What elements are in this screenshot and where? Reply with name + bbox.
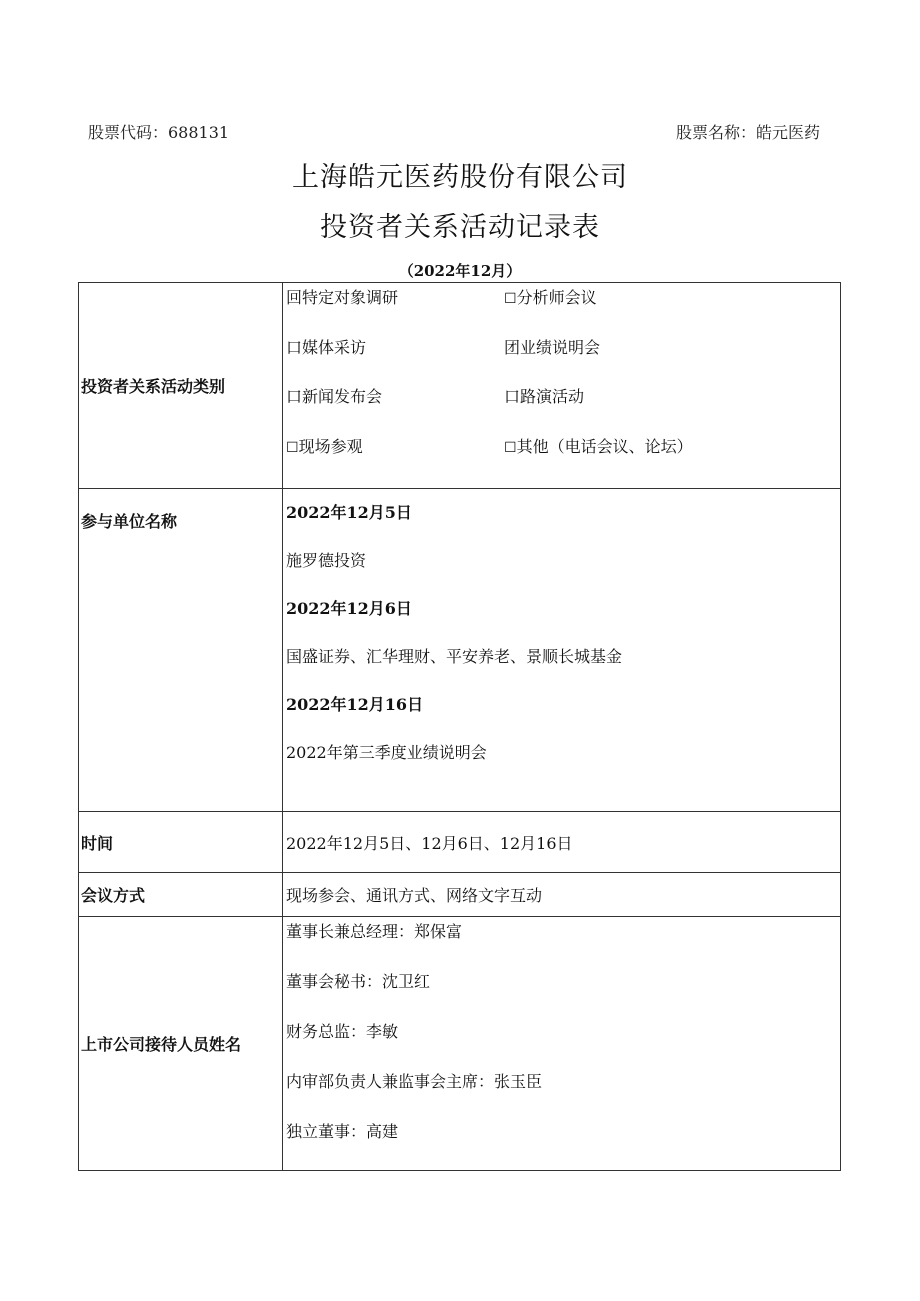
participant-date: 2022年12月5日 — [286, 503, 412, 522]
reception-value — [283, 917, 841, 1171]
option-label: 分析师会议 — [516, 288, 597, 307]
record-table — [78, 282, 841, 1171]
option-label: 其他（电话会议、论坛） — [516, 436, 693, 456]
time-label: 时间 — [79, 812, 283, 873]
participants-value — [283, 489, 841, 812]
checkbox-icon: ☐ — [504, 439, 517, 456]
company-title: 上海皓元医药股份有限公司 — [292, 162, 628, 193]
row-reception — [79, 917, 841, 1171]
option-label: 媒体采访 — [302, 337, 367, 357]
option-earnings-call[interactable] — [504, 333, 804, 383]
checkbox-icon: 回 — [286, 288, 303, 307]
stock-code: 股票代码：688131 — [88, 123, 230, 142]
checkbox-icon: ☐ — [286, 439, 299, 456]
option-site-visit[interactable] — [286, 432, 504, 482]
row-meeting-mode — [79, 873, 841, 917]
option-analyst-meeting[interactable] — [504, 283, 804, 333]
option-label: 特定对象调研 — [302, 288, 399, 307]
activity-type-value — [283, 283, 841, 489]
option-roadshow[interactable] — [504, 382, 804, 432]
option-press-conference[interactable] — [286, 382, 504, 432]
reception-label: 上市公司接待人员姓名 — [79, 917, 283, 1171]
reception-person: 董事会秘书：沈卫红 — [286, 972, 431, 991]
row-participants — [79, 489, 841, 812]
stock-name: 股票名称：皓元医药 — [675, 123, 820, 142]
checkbox-icon: 口 — [504, 387, 521, 406]
option-media-interview[interactable] — [286, 333, 504, 383]
option-label: 路演活动 — [520, 387, 585, 406]
option-label: 新闻发布会 — [302, 387, 383, 406]
activity-type-label: 投资者关系活动类别 — [79, 283, 283, 489]
checkbox-icon: 团 — [504, 337, 521, 357]
activity-options — [286, 283, 840, 481]
participant-names: 2022年第三季度业绩说明会 — [286, 743, 487, 762]
row-activity-type — [79, 283, 841, 489]
checkbox-icon: 口 — [286, 337, 303, 357]
reception-person: 董事长兼总经理：郑保富 — [286, 922, 463, 941]
meeting-mode-value: 现场参会、通讯方式、网络文字互动 — [283, 873, 841, 917]
option-label: 业绩说明会 — [520, 337, 601, 357]
checkbox-icon: 口 — [286, 387, 303, 406]
period-subtitle: （2022年12月） — [398, 262, 522, 280]
reception-person: 独立董事：高建 — [286, 1122, 399, 1141]
participants-label: 参与单位名称 — [79, 489, 283, 812]
option-label: 现场参观 — [298, 436, 363, 456]
participant-names: 施罗德投资 — [286, 551, 367, 570]
form-title: 投资者关系活动记录表 — [320, 212, 600, 243]
participant-date: 2022年12月16日 — [286, 695, 424, 714]
participant-names: 国盛证券、汇华理财、平安养老、景顺长城基金 — [286, 647, 623, 666]
option-specific-research[interactable] — [286, 283, 504, 333]
participant-date: 2022年12月6日 — [286, 599, 412, 618]
reception-person: 内审部负责人兼监事会主席：张玉臣 — [286, 1072, 543, 1091]
meeting-mode-label: 会议方式 — [79, 873, 283, 917]
option-other[interactable] — [504, 432, 804, 482]
reception-person: 财务总监：李敏 — [286, 1022, 399, 1041]
time-value: 2022年12月5日、12月6日、12月16日 — [283, 812, 841, 873]
row-time — [79, 812, 841, 873]
checkbox-icon: ☐ — [504, 291, 517, 307]
